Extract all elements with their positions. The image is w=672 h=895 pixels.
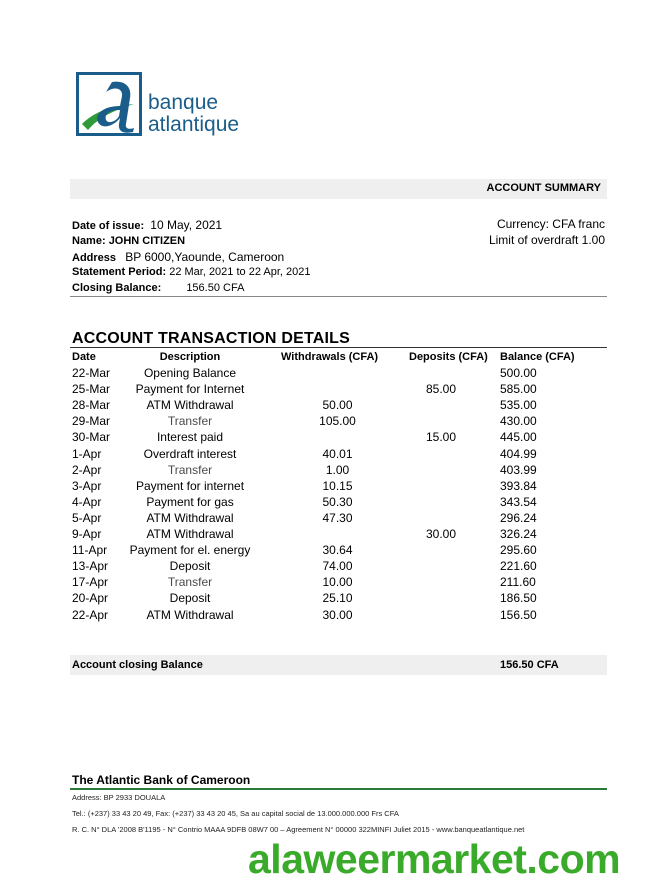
cell-date: 20-Apr: [72, 591, 109, 606]
table-row: [0, 608, 672, 624]
col-header-description: Description: [159, 351, 221, 363]
cell-deposit: 30.00: [425, 527, 457, 541]
table-row: [0, 559, 672, 575]
cell-balance: 500.00: [500, 366, 537, 380]
footer-divider: [70, 788, 607, 790]
cell-description: Overdraft interest: [143, 446, 237, 461]
cell-date: 22-Apr: [72, 607, 109, 622]
cell-balance: 404.99: [500, 446, 537, 461]
cell-withdrawal: 47.30: [322, 510, 353, 525]
cell-balance: 403.99: [500, 462, 537, 477]
cell-withdrawal: 30.64: [322, 543, 353, 558]
address-label: Address: [72, 252, 117, 264]
period-label: Statement Period:: [72, 266, 167, 278]
date-of-issue: [72, 218, 222, 232]
name-value: JOHN CITIZEN: [108, 235, 186, 247]
cell-description: Opening Balance: [143, 366, 237, 380]
cell-date: 2-Apr: [72, 462, 102, 477]
col-header-withdrawals: Withdrawals (CFA): [281, 351, 379, 363]
cell-date: 25-Mar: [72, 382, 111, 397]
divider: [70, 296, 607, 297]
cell-description: ATM Withdrawal: [146, 527, 234, 541]
cell-balance: 211.60: [500, 575, 536, 590]
cell-description: Payment for gas: [146, 494, 234, 509]
cell-balance: 295.60: [500, 543, 537, 558]
cell-withdrawal: 74.00: [322, 559, 353, 574]
account-closing-label: Account closing Balance: [72, 659, 203, 671]
divider: [70, 347, 607, 348]
cell-date: 22-Mar: [72, 366, 111, 380]
currency-info: Currency: CFA franc: [496, 217, 605, 231]
cell-withdrawal: 25.10: [322, 591, 353, 606]
cell-balance: 156.50: [500, 607, 537, 622]
transactions-title: ACCOUNT TRANSACTION DETAILS: [72, 330, 350, 347]
table-row: [0, 382, 672, 398]
account-summary-header: [70, 179, 607, 199]
statement-period: [72, 266, 310, 278]
cell-date: 11-Apr: [72, 543, 108, 558]
cell-description: Deposit: [169, 591, 211, 606]
cell-withdrawal: 10.15: [322, 478, 353, 493]
cell-balance: 326.24: [500, 527, 537, 541]
table-row: [0, 575, 672, 591]
table-row: [0, 527, 672, 543]
cell-withdrawal: 50.30: [322, 494, 353, 509]
cell-description: Transfer: [167, 575, 213, 590]
cell-balance: 445.00: [500, 430, 537, 445]
cell-date: 30-Mar: [72, 430, 111, 445]
cell-description: Deposit: [169, 559, 211, 574]
table-row: [0, 495, 672, 511]
account-summary-title: ACCOUNT SUMMARY: [486, 182, 601, 194]
cell-description: Payment for el. energy: [129, 543, 251, 558]
date-value: 10 May, 2021: [150, 218, 223, 232]
date-label: Date of issue:: [72, 220, 145, 232]
cell-balance: 393.84: [500, 478, 537, 493]
cell-description: Payment for Internet: [135, 382, 245, 397]
cell-date: 3-Apr: [72, 478, 102, 493]
cell-date: 28-Mar: [72, 398, 111, 413]
customer-name: [72, 235, 185, 247]
cell-date: 4-Apr: [72, 494, 102, 509]
cell-date: 1-Apr: [72, 446, 102, 461]
cell-balance: 343.54: [500, 494, 537, 509]
cell-deposit: 85.00: [425, 382, 457, 397]
closing-balance-value: 156.50 CFA: [186, 282, 245, 294]
cell-description: Payment for internet: [135, 478, 245, 493]
footer-contact: Tel.: (+237) 33 43 20 49, Fax: (+237) 33 43 20 45, Sa au capital social de 13.000.000.000 Frs CFA: [72, 809, 399, 818]
cell-description: ATM Withdrawal: [146, 607, 234, 622]
logo-line-banque: banque: [148, 91, 219, 114]
cell-withdrawal: 10.00: [322, 575, 353, 590]
closing-balance-label: Closing Balance:: [72, 282, 162, 294]
table-row: [0, 414, 672, 430]
cell-date: 17-Apr: [72, 575, 109, 590]
logo-line-atlantique: atlantique: [148, 113, 240, 136]
account-closing-value: 156.50 CFA: [500, 659, 559, 671]
period-value: 22 Mar, 2021 to 22 Apr, 2021: [169, 266, 311, 278]
cell-balance: 430.00: [500, 414, 537, 429]
cell-withdrawal: 50.00: [322, 398, 353, 413]
cell-date: 13-Apr: [72, 559, 109, 574]
name-label: Name:: [72, 235, 106, 247]
cell-description: Transfer: [167, 414, 213, 429]
overdraft-limit: Limit of overdraft 1.00: [488, 233, 605, 247]
table-row: [0, 479, 672, 495]
cell-description: Transfer: [167, 462, 213, 477]
cell-date: 29-Mar: [72, 414, 111, 429]
cell-balance: 535.00: [500, 398, 537, 413]
table-row: [0, 591, 672, 607]
bank-logo-wordmark: [148, 92, 239, 136]
table-row: [0, 447, 672, 463]
cell-date: 5-Apr: [72, 510, 102, 525]
cell-withdrawal: 1.00: [325, 462, 350, 477]
table-row: [0, 430, 672, 446]
footer-address: Address: BP 2933 DOUALA: [72, 793, 166, 802]
table-row: [0, 463, 672, 479]
cell-description: Interest paid: [156, 430, 224, 445]
footer-registry: R. C. N° DLA '2008 B'1195 - N° Contrio MAAA 9DFB 08W7 00 – Agreement N° 00000 322MINFI Juliet 2015 - www.banqueatlantique.net: [72, 825, 525, 834]
table-row: [0, 366, 672, 382]
cell-withdrawal: 30.00: [322, 607, 353, 622]
cell-description: ATM Withdrawal: [146, 510, 234, 525]
table-row: [0, 543, 672, 559]
cell-withdrawal: 105.00: [319, 414, 356, 429]
closing-balance-info: [72, 282, 244, 294]
cell-balance: 296.24: [500, 510, 537, 525]
cell-withdrawal: 40.01: [322, 446, 353, 461]
cell-balance: 585.00: [500, 382, 537, 397]
table-row: [0, 511, 672, 527]
account-closing-bar: [70, 655, 607, 675]
cell-date: 9-Apr: [72, 527, 102, 541]
col-header-deposits: Deposits (CFA): [409, 351, 488, 363]
cell-description: ATM Withdrawal: [146, 398, 234, 413]
col-header-date: Date: [72, 351, 96, 363]
footer-bank-name: The Atlantic Bank of Cameroon: [72, 773, 251, 787]
address-value: BP 6000,Yaounde, Cameroon: [125, 250, 285, 264]
cell-balance: 186.50: [500, 591, 537, 606]
cell-deposit: 15.00: [425, 430, 457, 445]
col-header-balance: Balance (CFA): [500, 351, 575, 363]
table-row: [0, 398, 672, 414]
bank-logo-icon: [76, 72, 142, 136]
watermark-text: alaweermarket.com: [248, 836, 621, 882]
customer-address: [72, 250, 284, 264]
cell-balance: 221.60: [500, 559, 537, 574]
